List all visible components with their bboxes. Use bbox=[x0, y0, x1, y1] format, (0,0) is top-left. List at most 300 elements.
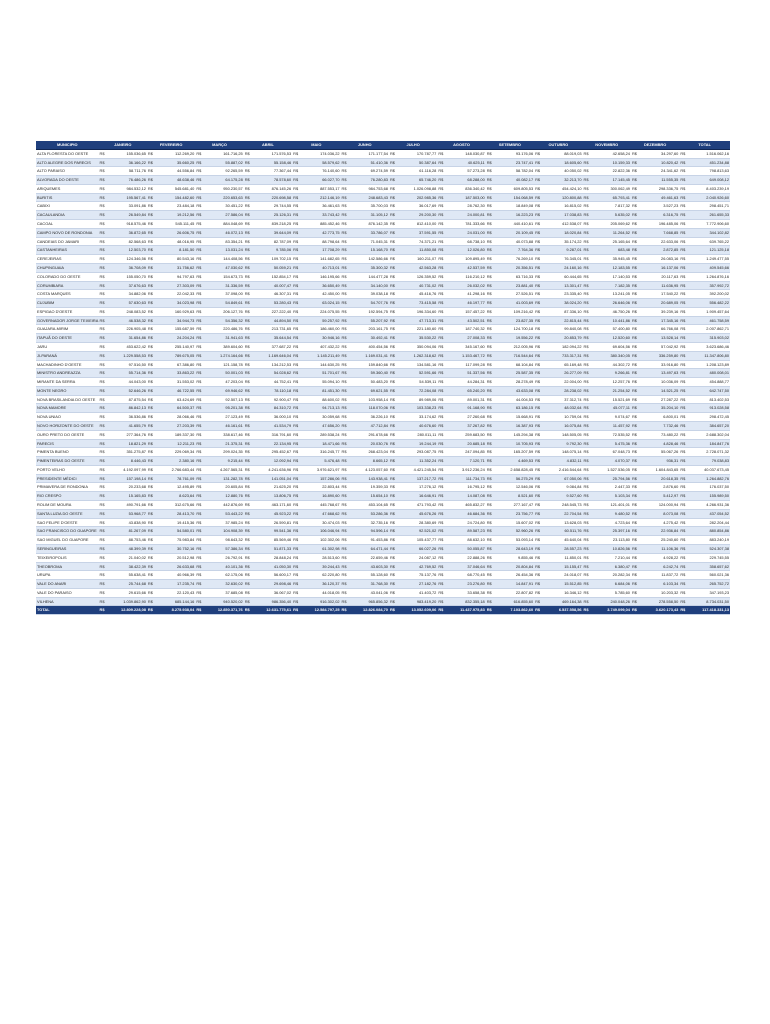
currency-symbol: R$ bbox=[292, 299, 302, 308]
currency-symbol: R$ bbox=[583, 334, 593, 343]
currency-symbol: R$ bbox=[486, 395, 496, 404]
value-cell: 40.713,01 bbox=[302, 263, 340, 272]
value-cell: 60.511,76 bbox=[544, 527, 582, 536]
currency-symbol: R$ bbox=[292, 184, 302, 193]
municipio-cell: VALE DO PARAISO bbox=[36, 588, 99, 597]
value-cell: 45.676,26 bbox=[399, 509, 437, 518]
currency-symbol: R$ bbox=[534, 307, 544, 316]
value-cell: 8.275.938,04 bbox=[157, 606, 195, 615]
value-cell: 124.000,94 bbox=[641, 501, 679, 510]
value-cell: 148.030,87 bbox=[447, 149, 485, 158]
currency-symbol: R$ bbox=[292, 176, 302, 185]
currency-symbol: R$ bbox=[679, 316, 689, 325]
currency-symbol: R$ bbox=[583, 272, 593, 281]
value-cell: 34.140,00 bbox=[351, 281, 389, 290]
currency-symbol: R$ bbox=[679, 307, 689, 316]
value-cell: 65.240,20 bbox=[447, 386, 485, 395]
currency-symbol: R$ bbox=[583, 351, 593, 360]
value-cell: 220.698,58 bbox=[254, 193, 292, 202]
currency-symbol: R$ bbox=[195, 360, 205, 369]
currency-symbol: R$ bbox=[583, 255, 593, 264]
currency-symbol: R$ bbox=[389, 562, 399, 571]
value-cell: 43.633,08 bbox=[496, 386, 534, 395]
currency-symbol: R$ bbox=[486, 263, 496, 272]
value-cell: 80.543,16 bbox=[157, 255, 195, 264]
currency-symbol: R$ bbox=[292, 386, 302, 395]
value-cell: 22.134,95 bbox=[254, 439, 292, 448]
value-cell: 4.275,42 bbox=[641, 518, 679, 527]
currency-symbol: R$ bbox=[486, 588, 496, 597]
currency-symbol: R$ bbox=[292, 483, 302, 492]
value-cell: 4.723,64 bbox=[593, 518, 631, 527]
value-cell: 984.532,12 bbox=[109, 184, 147, 193]
value-cell: 25.240,60 bbox=[641, 536, 679, 545]
currency-symbol: R$ bbox=[244, 176, 254, 185]
value-cell: 6.537.558,56 bbox=[544, 606, 582, 615]
value-cell: 1.909.457,64 bbox=[689, 307, 730, 316]
currency-symbol: R$ bbox=[583, 404, 593, 413]
value-cell: 27.586,04 bbox=[205, 211, 243, 220]
currency-symbol: R$ bbox=[341, 369, 351, 378]
value-cell: 154.068,59 bbox=[496, 193, 534, 202]
table-row bbox=[36, 395, 730, 404]
value-cell: 33.863,22 bbox=[157, 369, 195, 378]
currency-symbol: R$ bbox=[631, 369, 641, 378]
value-cell: 45.416,76 bbox=[399, 290, 437, 299]
value-cell: 298.472,45 bbox=[689, 413, 730, 422]
currency-symbol: R$ bbox=[631, 167, 641, 176]
currency-symbol: R$ bbox=[583, 325, 593, 334]
currency-symbol: R$ bbox=[437, 465, 447, 474]
currency-symbol: R$ bbox=[534, 299, 544, 308]
value-cell: 986.356,40 bbox=[254, 597, 292, 606]
currency-symbol: R$ bbox=[437, 544, 447, 553]
currency-symbol: R$ bbox=[341, 193, 351, 202]
currency-symbol: R$ bbox=[389, 325, 399, 334]
value-cell: 9.527,60 bbox=[544, 492, 582, 501]
currency-symbol: R$ bbox=[437, 237, 447, 246]
table-row bbox=[36, 167, 730, 176]
value-cell: 11.636,95 bbox=[641, 281, 679, 290]
value-cell: 10.759,04 bbox=[544, 413, 582, 422]
value-cell: 40.073,88 bbox=[496, 237, 534, 246]
value-cell: 16.815,02 bbox=[544, 202, 582, 211]
currency-symbol: R$ bbox=[389, 176, 399, 185]
currency-symbol: R$ bbox=[534, 571, 544, 580]
currency-symbol: R$ bbox=[147, 228, 157, 237]
value-cell: 134.212,53 bbox=[254, 360, 292, 369]
value-cell: 28.380,69 bbox=[399, 518, 437, 527]
value-cell: 412.538,07 bbox=[544, 220, 582, 229]
currency-symbol: R$ bbox=[679, 465, 689, 474]
currency-symbol: R$ bbox=[631, 378, 641, 387]
currency-symbol: R$ bbox=[147, 404, 157, 413]
currency-symbol: R$ bbox=[244, 316, 254, 325]
currency-symbol: R$ bbox=[437, 360, 447, 369]
currency-symbol: R$ bbox=[486, 220, 496, 229]
currency-symbol: R$ bbox=[244, 562, 254, 571]
currency-symbol: R$ bbox=[292, 193, 302, 202]
value-cell: 64.500,37 bbox=[157, 404, 195, 413]
currency-symbol: R$ bbox=[486, 342, 496, 351]
value-cell: 876.145,26 bbox=[254, 184, 292, 193]
value-cell: 226.905,48 bbox=[109, 325, 147, 334]
currency-symbol: R$ bbox=[534, 220, 544, 229]
currency-symbol: R$ bbox=[341, 536, 351, 545]
spreadsheet bbox=[36, 141, 730, 615]
value-cell: 31.756,62 bbox=[157, 263, 195, 272]
currency-symbol: R$ bbox=[583, 536, 593, 545]
value-cell: 11.850,08 bbox=[399, 246, 437, 255]
currency-symbol: R$ bbox=[631, 325, 641, 334]
currency-symbol: R$ bbox=[437, 369, 447, 378]
value-cell: 13.031,24 bbox=[205, 246, 243, 255]
currency-symbol: R$ bbox=[583, 448, 593, 457]
currency-symbol: R$ bbox=[99, 439, 109, 448]
currency-symbol: R$ bbox=[486, 509, 496, 518]
currency-symbol: R$ bbox=[195, 430, 205, 439]
value-cell: 7.120,71 bbox=[447, 457, 485, 466]
value-cell: 13.241,05 bbox=[593, 290, 631, 299]
value-cell: 34.944,73 bbox=[157, 316, 195, 325]
currency-symbol: R$ bbox=[631, 246, 641, 255]
currency-symbol: R$ bbox=[99, 360, 109, 369]
value-cell: 17.276,12 bbox=[399, 483, 437, 492]
municipio-cell: JI-PARANÁ bbox=[36, 351, 99, 360]
table-row bbox=[36, 307, 730, 316]
currency-symbol: R$ bbox=[486, 334, 496, 343]
currency-symbol: R$ bbox=[437, 149, 447, 158]
currency-symbol: R$ bbox=[631, 483, 641, 492]
currency-symbol: R$ bbox=[437, 597, 447, 606]
currency-symbol: R$ bbox=[534, 404, 544, 413]
value-cell: 84.310,72 bbox=[254, 404, 292, 413]
currency-symbol: R$ bbox=[389, 395, 399, 404]
value-cell: 74.371,21 bbox=[399, 237, 437, 246]
value-cell: 27.526,51 bbox=[496, 290, 534, 299]
currency-symbol: R$ bbox=[389, 228, 399, 237]
value-cell: 40.037.673,45 bbox=[689, 465, 730, 474]
currency-symbol: R$ bbox=[341, 457, 351, 466]
currency-symbol: R$ bbox=[292, 474, 302, 483]
currency-symbol: R$ bbox=[583, 360, 593, 369]
value-cell: 278.558,50 bbox=[641, 597, 679, 606]
currency-symbol: R$ bbox=[679, 263, 689, 272]
value-cell: 82.568,63 bbox=[109, 237, 147, 246]
value-cell: 28.643,19 bbox=[496, 544, 534, 553]
currency-symbol: R$ bbox=[437, 395, 447, 404]
currency-symbol: R$ bbox=[534, 378, 544, 387]
currency-symbol: R$ bbox=[341, 378, 351, 387]
currency-symbol: R$ bbox=[195, 588, 205, 597]
value-cell: 7.210,44 bbox=[593, 553, 631, 562]
currency-symbol: R$ bbox=[583, 211, 593, 220]
currency-symbol: R$ bbox=[389, 465, 399, 474]
currency-symbol: R$ bbox=[292, 237, 302, 246]
value-cell: 15.155,47 bbox=[544, 562, 582, 571]
currency-symbol: R$ bbox=[195, 422, 205, 431]
currency-symbol: R$ bbox=[583, 518, 593, 527]
value-cell: 229.069,34 bbox=[157, 448, 195, 457]
table-row bbox=[36, 237, 730, 246]
value-cell: 813.402,53 bbox=[689, 395, 730, 404]
currency-symbol: R$ bbox=[244, 360, 254, 369]
currency-symbol: R$ bbox=[583, 281, 593, 290]
currency-symbol: R$ bbox=[631, 518, 641, 527]
value-cell: 44.043,00 bbox=[109, 378, 147, 387]
currency-symbol: R$ bbox=[583, 474, 593, 483]
table-row bbox=[36, 334, 730, 343]
currency-symbol: R$ bbox=[195, 149, 205, 158]
value-cell: 280.011,11 bbox=[399, 430, 437, 439]
value-cell: 103.958,14 bbox=[351, 395, 389, 404]
value-cell: 11.837,72 bbox=[641, 571, 679, 580]
value-cell: 3.912.236,24 bbox=[447, 465, 485, 474]
value-cell: 220.486,76 bbox=[205, 325, 243, 334]
currency-symbol: R$ bbox=[679, 228, 689, 237]
column-header-municipio: MUNICIPIO bbox=[36, 141, 99, 149]
currency-symbol: R$ bbox=[389, 167, 399, 176]
currency-symbol: R$ bbox=[244, 149, 254, 158]
currency-symbol: R$ bbox=[195, 439, 205, 448]
currency-symbol: R$ bbox=[583, 149, 593, 158]
value-cell: 33.658,38 bbox=[447, 588, 485, 597]
value-cell: 24.018,07 bbox=[544, 571, 582, 580]
value-cell: 117.099,28 bbox=[447, 360, 485, 369]
currency-symbol: R$ bbox=[583, 544, 593, 553]
table-row bbox=[36, 439, 730, 448]
value-cell: 490.791,66 bbox=[109, 501, 147, 510]
value-cell: 26.646,06 bbox=[593, 299, 631, 308]
municipio-cell: CANDEIAS DO JAMARI bbox=[36, 237, 99, 246]
value-cell: 41.655,79 bbox=[109, 422, 147, 431]
currency-symbol: R$ bbox=[437, 422, 447, 431]
currency-symbol: R$ bbox=[486, 474, 496, 483]
currency-symbol: R$ bbox=[244, 193, 254, 202]
value-cell: 33.174,62 bbox=[399, 413, 437, 422]
currency-symbol: R$ bbox=[195, 404, 205, 413]
value-cell: 18.605,60 bbox=[544, 158, 582, 167]
currency-symbol: R$ bbox=[437, 167, 447, 176]
currency-symbol: R$ bbox=[486, 492, 496, 501]
value-cell: 69.604,56 bbox=[593, 342, 631, 351]
currency-symbol: R$ bbox=[99, 395, 109, 404]
value-cell: 157.286,06 bbox=[302, 474, 340, 483]
municipio-cell: TOTAL bbox=[36, 606, 99, 615]
value-cell: 47.668,62 bbox=[302, 509, 340, 518]
value-cell: 40.625,11 bbox=[447, 158, 485, 167]
currency-symbol: R$ bbox=[631, 237, 641, 246]
value-cell: 12.092,94 bbox=[254, 457, 292, 466]
currency-symbol: R$ bbox=[341, 386, 351, 395]
value-cell: 10.826,56 bbox=[593, 544, 631, 553]
currency-symbol: R$ bbox=[99, 571, 109, 580]
currency-symbol: R$ bbox=[534, 448, 544, 457]
value-cell: 49.461,63 bbox=[641, 193, 679, 202]
table-row bbox=[36, 369, 730, 378]
value-cell: 469.164,38 bbox=[544, 597, 582, 606]
value-cell: 1.039.862,90 bbox=[109, 597, 147, 606]
value-cell: 66.027,70 bbox=[302, 176, 340, 185]
value-cell: 20.282,34 bbox=[593, 571, 631, 580]
value-cell: 202.985,36 bbox=[399, 193, 437, 202]
value-cell: 983.419,20 bbox=[399, 597, 437, 606]
currency-symbol: R$ bbox=[534, 457, 544, 466]
currency-symbol: R$ bbox=[631, 299, 641, 308]
value-cell: 16.646,91 bbox=[399, 492, 437, 501]
value-cell: 21.375,31 bbox=[205, 439, 243, 448]
currency-symbol: R$ bbox=[292, 334, 302, 343]
currency-symbol: R$ bbox=[244, 474, 254, 483]
value-cell: 9.480,52 bbox=[593, 509, 631, 518]
value-cell: 187.740,32 bbox=[447, 325, 485, 334]
value-cell: 23.335,40 bbox=[544, 290, 582, 299]
value-cell: 146.195,66 bbox=[302, 272, 340, 281]
currency-symbol: R$ bbox=[147, 588, 157, 597]
currency-symbol: R$ bbox=[534, 553, 544, 562]
value-cell: 57.630,63 bbox=[109, 299, 147, 308]
value-cell: 58.782,04 bbox=[496, 167, 534, 176]
value-cell: 11.264,52 bbox=[593, 228, 631, 237]
value-cell: 2.876,60 bbox=[641, 483, 679, 492]
value-cell: 144.477,28 bbox=[351, 272, 389, 281]
municipio-cell: URUPA bbox=[36, 571, 99, 580]
currency-symbol: R$ bbox=[486, 307, 496, 316]
value-cell: 2.416.544,64 bbox=[544, 465, 582, 474]
currency-symbol: R$ bbox=[292, 220, 302, 229]
currency-symbol: R$ bbox=[147, 509, 157, 518]
value-cell: 86.842,13 bbox=[109, 404, 147, 413]
value-cell: 43.041,06 bbox=[351, 588, 389, 597]
value-cell: 88.600,02 bbox=[302, 395, 340, 404]
value-cell: 4.266.931,36 bbox=[689, 501, 730, 510]
table-row bbox=[36, 457, 730, 466]
value-cell: 3.527,23 bbox=[641, 202, 679, 211]
currency-symbol: R$ bbox=[437, 255, 447, 264]
municipio-cell: MIRANTE DA SERRA bbox=[36, 378, 99, 387]
value-cell: 480.008,01 bbox=[689, 369, 730, 378]
currency-symbol: R$ bbox=[147, 527, 157, 536]
value-cell: 40.676,60 bbox=[399, 422, 437, 431]
currency-symbol: R$ bbox=[437, 571, 447, 580]
currency-symbol: R$ bbox=[147, 307, 157, 316]
currency-symbol: R$ bbox=[195, 544, 205, 553]
value-cell: 88.753,46 bbox=[109, 536, 147, 545]
currency-symbol: R$ bbox=[341, 544, 351, 553]
currency-symbol: R$ bbox=[147, 220, 157, 229]
value-cell: 13.806,75 bbox=[254, 492, 292, 501]
value-cell: 22.888,26 bbox=[447, 553, 485, 562]
value-cell: 35.644,54 bbox=[254, 334, 292, 343]
currency-symbol: R$ bbox=[292, 413, 302, 422]
value-cell: 24.160,16 bbox=[544, 263, 582, 272]
currency-symbol: R$ bbox=[389, 606, 399, 615]
value-cell: 88.632,10 bbox=[447, 536, 485, 545]
currency-symbol: R$ bbox=[534, 228, 544, 237]
currency-symbol: R$ bbox=[147, 211, 157, 220]
currency-symbol: R$ bbox=[389, 553, 399, 562]
value-cell: 55.638,41 bbox=[109, 571, 147, 580]
currency-symbol: R$ bbox=[341, 597, 351, 606]
value-cell: 13.497,63 bbox=[641, 369, 679, 378]
currency-symbol: R$ bbox=[679, 220, 689, 229]
value-cell: 154.482,60 bbox=[157, 193, 195, 202]
value-cell: 20.804,84 bbox=[496, 562, 534, 571]
currency-symbol: R$ bbox=[99, 351, 109, 360]
value-cell: 112.269,20 bbox=[157, 149, 195, 158]
currency-symbol: R$ bbox=[486, 413, 496, 422]
table-row bbox=[36, 290, 730, 299]
value-cell: 102.302,06 bbox=[302, 536, 340, 545]
currency-symbol: R$ bbox=[486, 501, 496, 510]
currency-symbol: R$ bbox=[437, 430, 447, 439]
currency-symbol: R$ bbox=[583, 369, 593, 378]
value-cell: 116.210,12 bbox=[447, 272, 485, 281]
currency-symbol: R$ bbox=[99, 299, 109, 308]
value-cell: 1.153.467,72 bbox=[447, 351, 485, 360]
currency-symbol: R$ bbox=[389, 193, 399, 202]
value-cell: 12.495,89 bbox=[157, 483, 195, 492]
currency-symbol: R$ bbox=[631, 501, 641, 510]
value-cell: 12.503,70 bbox=[109, 246, 147, 255]
value-cell: 87.336,10 bbox=[544, 307, 582, 316]
currency-symbol: R$ bbox=[99, 184, 109, 193]
table-body bbox=[36, 149, 730, 606]
currency-symbol: R$ bbox=[583, 290, 593, 299]
currency-symbol: R$ bbox=[292, 571, 302, 580]
currency-symbol: R$ bbox=[147, 176, 157, 185]
currency-symbol: R$ bbox=[195, 325, 205, 334]
currency-symbol: R$ bbox=[389, 334, 399, 343]
value-cell: 39.244,43 bbox=[302, 562, 340, 571]
value-cell: 93.176,06 bbox=[496, 149, 534, 158]
currency-symbol: R$ bbox=[147, 272, 157, 281]
value-cell: 4.192.097,99 bbox=[109, 465, 147, 474]
value-cell: 170.787,77 bbox=[399, 149, 437, 158]
currency-symbol: R$ bbox=[583, 316, 593, 325]
currency-symbol: R$ bbox=[292, 404, 302, 413]
value-cell: 55.158,46 bbox=[254, 158, 292, 167]
value-cell: 28.066,46 bbox=[157, 413, 195, 422]
column-header-fevereiro: FEVEREIRO bbox=[147, 141, 195, 149]
currency-symbol: R$ bbox=[389, 474, 399, 483]
currency-symbol: R$ bbox=[341, 571, 351, 580]
currency-symbol: R$ bbox=[679, 527, 689, 536]
currency-symbol: R$ bbox=[147, 448, 157, 457]
currency-symbol: R$ bbox=[341, 228, 351, 237]
currency-symbol: R$ bbox=[583, 246, 593, 255]
currency-symbol: R$ bbox=[437, 325, 447, 334]
value-cell: 26.606,75 bbox=[157, 228, 195, 237]
value-cell: 55.067,26 bbox=[641, 448, 679, 457]
value-cell: 92.507,13 bbox=[205, 395, 243, 404]
value-cell: 52.591,66 bbox=[399, 369, 437, 378]
currency-symbol: R$ bbox=[534, 509, 544, 518]
currency-symbol: R$ bbox=[679, 430, 689, 439]
municipio-cell: THEOBROMA bbox=[36, 562, 99, 571]
currency-symbol: R$ bbox=[99, 430, 109, 439]
table-row bbox=[36, 465, 730, 474]
currency-symbol: R$ bbox=[147, 184, 157, 193]
currency-symbol: R$ bbox=[99, 457, 109, 466]
currency-symbol: R$ bbox=[679, 290, 689, 299]
municipio-cell: NOVA MAMORE bbox=[36, 404, 99, 413]
value-cell: 76.140,60 bbox=[302, 167, 340, 176]
currency-symbol: R$ bbox=[486, 404, 496, 413]
currency-symbol: R$ bbox=[437, 492, 447, 501]
value-cell: 187.503,00 bbox=[447, 193, 485, 202]
value-cell: 51.337,56 bbox=[447, 369, 485, 378]
